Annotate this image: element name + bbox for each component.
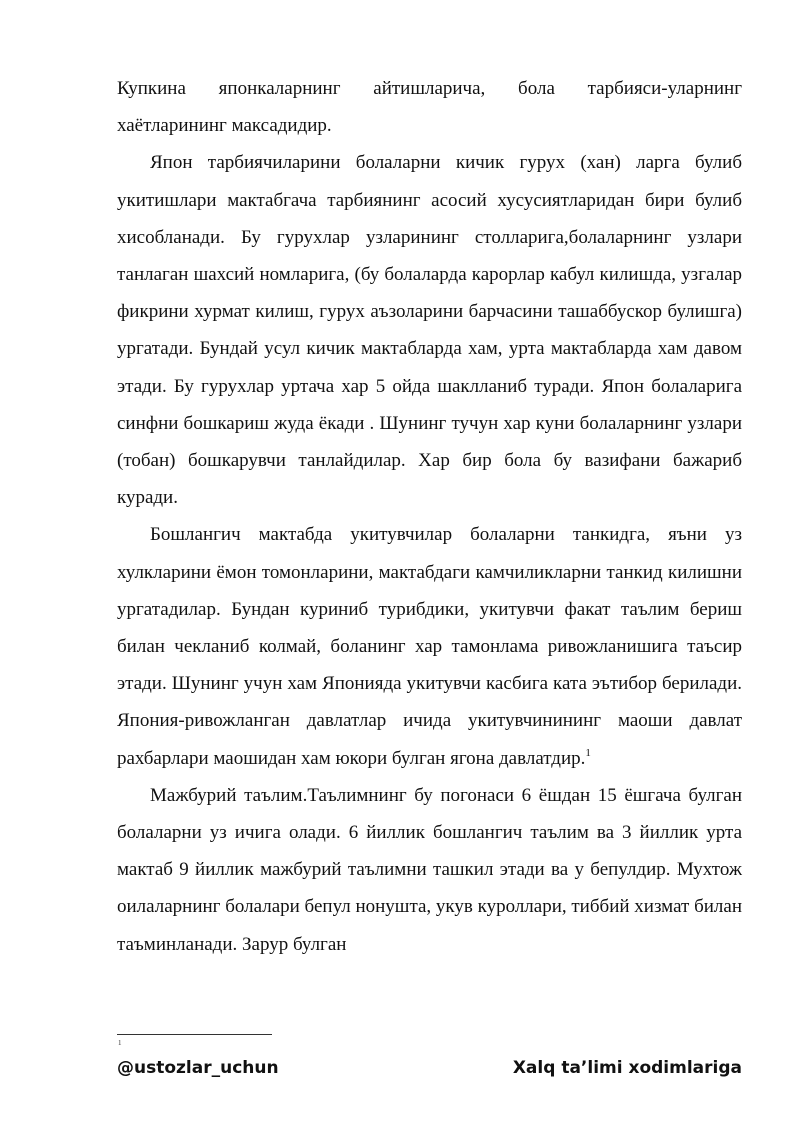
paragraph-3	[117, 516, 742, 776]
paragraph-1: Купкина японкаларнинг айтишларича, бола тарбияси-уларнинг хаётларининг максадидир.	[117, 78, 742, 137]
footer-channel-handle: @ustozlar_uchun	[117, 1058, 279, 1078]
footnote-reference[interactable]: 1	[585, 746, 591, 759]
body-text	[117, 70, 742, 963]
paragraph-2: Япон тарбиячиларини болаларни кичик гурух (хан) ларга булиб укитишлари мактабгача тарбиянинг асосий хусусиятларидан бири булиб хисобланади. Бу гурухлар узларининг столларига,болаларнинг узлари танлаган шахсий номларига, (бу болаларда карорлар кабул килишда, узгалар фикрини хурмат килиш, гурух аъзоларини барчасини ташаббускор булишга) ургатади. Бундай усул кичик мактабларда хам, урта мактабларда хам давом этади. Бу гурухлар уртача хар 5 ойда шаклланиб туради. Япон болаларига синфни бошкариш жуда ёкади . Шунинг тучун хар куни болаларнинг узлари (тобан) бошкарувчи танлайдилар. Хар бир бола бу вазифани бажариб куради.	[117, 152, 742, 509]
footer-channel-title: Xalq ta’limi xodimlariga	[512, 1058, 742, 1078]
paragraph-3-text: Бошлангич мактабда укитувчилар болаларни танкидга, яъни уз хулкларини ёмон томонларини, мактабдаги камчиликларни танкид килишни ургатадилар. Бундан куриниб турибдики, укитувчи факат таълим бериш билан чекланиб колмай, боланинг хар тамонлама ривожланишига таъсир этади. Шунинг учун хам Японияда укитувчи касбига ката эътибор берилади. Япония-ривожланган давлатлар ичида укитувчинининг маоши давлат рахбарлари маошидан хам юкори булган ягона давлатдир.	[117, 524, 742, 769]
footnote-mark: 1	[118, 1039, 122, 1047]
paragraph-4: Мажбурий таълим.Таълимнинг бу погонаси 6 ёшдан 15 ёшгача булган болаларни уз ичига олади. 6 йиллик бошлангич таълим ва 3 йиллик урта мактаб 9 йиллик мажбурий таълимни ташкил этади ва у бепулдир. Мухтож оилаларнинг болалари бепул нонушта, укув куроллари, тиббий хизмат билан таъминланади. Зарур булган	[117, 784, 742, 955]
footnote-separator	[117, 1034, 272, 1035]
